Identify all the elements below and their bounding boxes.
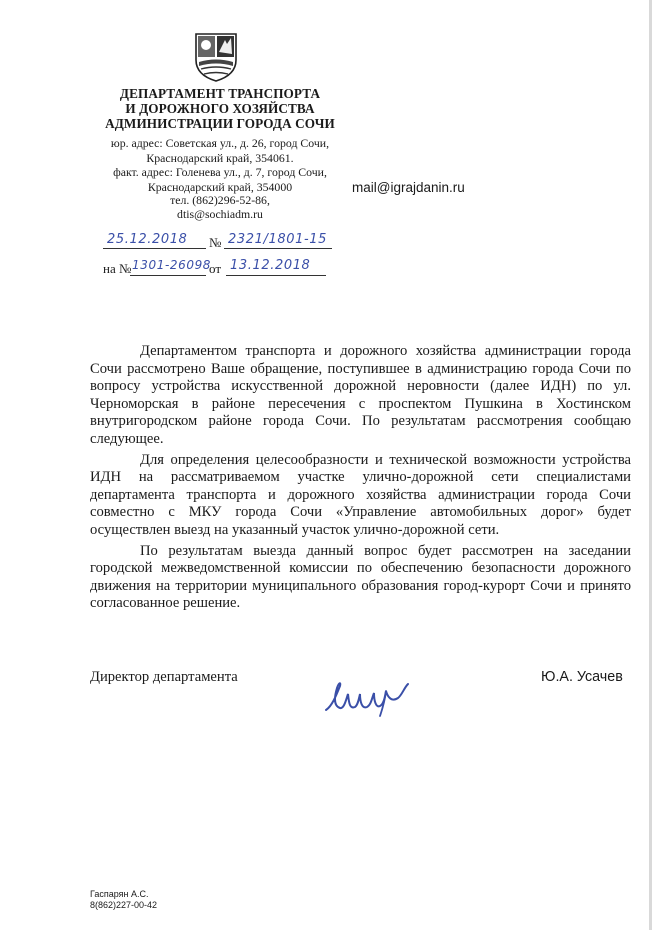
- legal-address: [100, 136, 340, 165]
- department-title-line: АДМИНИСТРАЦИИ ГОРОДА СОЧИ: [105, 116, 335, 131]
- outgoing-date: 25.12.2018: [107, 232, 188, 247]
- legal-address-line: юр. адрес: Советская ул., д. 26, город Сочи,: [110, 136, 330, 150]
- actual-address: [100, 165, 340, 194]
- legal-address-line: Краснодарский край, 354061.: [146, 150, 294, 165]
- signatory-title: Директор департамента: [90, 669, 238, 685]
- body-paragraph: Для определения целесообразности и технической возможности устройства ИДН на рассматриваемом участке улично-дорожной сети специалистами департамента транспорта и дорожного хозяйства администрации города Сочи совместно с МКУ города Сочи «Управление автомобильных дорог» будет осуществлен выезд на указанный участок улично-дорожной сети.: [90, 451, 631, 538]
- number-sign: №: [209, 235, 222, 250]
- department-title: [104, 86, 336, 131]
- number-underline: [224, 248, 332, 249]
- from-label: от: [209, 261, 222, 276]
- reply-date-underline: [226, 275, 326, 276]
- handwritten-signature: [322, 676, 418, 718]
- reply-number: 1301-26098: [132, 258, 212, 272]
- recipient-email: mail@igrajdanin.ru: [352, 180, 465, 195]
- department-title-line: И ДОРОЖНОГО ХОЗЯЙСТВА: [125, 101, 315, 116]
- actual-address-line: Краснодарский край, 354000: [147, 179, 293, 194]
- letter-body: [90, 343, 631, 616]
- department-title-line: ДЕПАРТАМЕНТ ТРАНСПОРТА: [119, 86, 321, 101]
- body-paragraph: Департаментом транспорта и дорожного хозяйства администрации города Сочи рассмотрено Ваше обращение, поступившее в администрацию города Сочи по вопросу устройства искусственной дорожной неровности (далее ИДН) по ул. Черноморская в районе пересечения с проспектом Пушкина в Хостинском внутригородском районе города Сочи. По результатам рассмотрения сообщаю следующее.: [90, 343, 631, 447]
- department-email: dtis@sochiadm.ru: [177, 207, 263, 221]
- executor-info: [90, 889, 157, 911]
- sochi-coat-of-arms-icon: [193, 32, 239, 82]
- executor-name: Гаспарян А.С.: [90, 889, 149, 899]
- actual-address-line: факт. адрес: Голенева ул., д. 7, город Сочи,: [113, 165, 327, 179]
- body-paragraph: По результатам выезда данный вопрос будет рассмотрен на заседании городской межведомственной комиссии по обеспечению безопасности дорожного движения на территории муниципального образования город-курорт Сочи и принято согласованное решение.: [90, 542, 631, 612]
- signatory-name: Ю.А. Усачев: [541, 669, 623, 685]
- reply-date: 13.12.2018: [230, 258, 311, 273]
- phone: тел. (862)296-52-86,: [170, 193, 270, 207]
- executor-phone: 8(862)227-00-42: [90, 900, 158, 910]
- in-reply-label: на №: [103, 261, 132, 276]
- reply-number-underline: [130, 275, 206, 276]
- outgoing-number: 2321/1801-15: [228, 232, 327, 247]
- date-underline: [103, 248, 206, 249]
